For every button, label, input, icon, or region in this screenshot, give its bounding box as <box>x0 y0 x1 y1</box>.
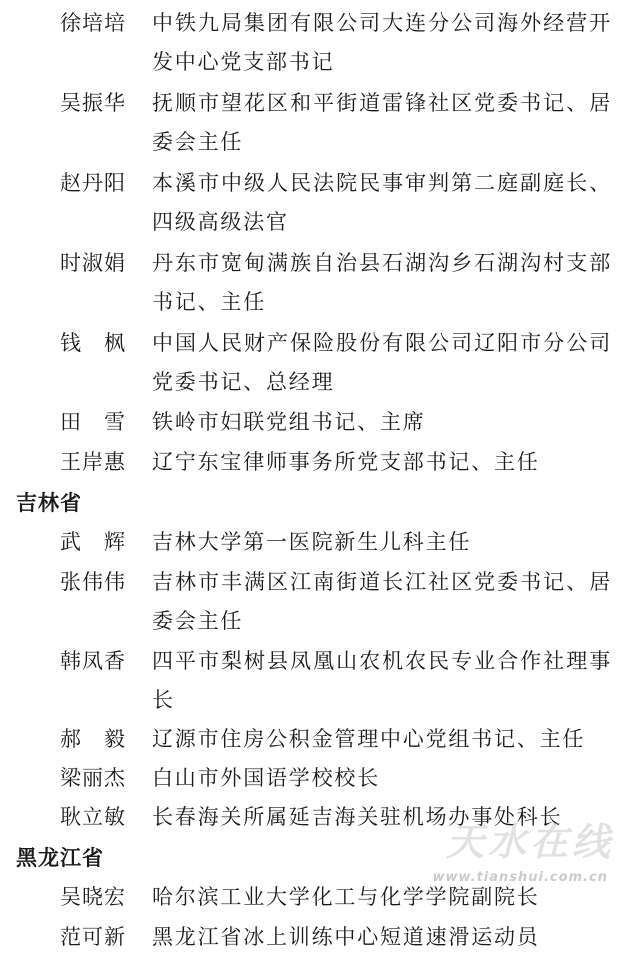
person-name: 时淑娟 <box>60 251 126 275</box>
section-jilin <box>0 484 630 837</box>
list-item <box>0 443 630 482</box>
person-title: 哈尔滨工业大学化工与化学学院副院长 <box>152 885 540 909</box>
person-title: 铁岭市妇联党组书记、主席 <box>152 410 426 434</box>
list-item <box>0 878 630 917</box>
list-item <box>0 324 630 402</box>
person-name: 田雪 <box>60 410 148 434</box>
list-item <box>0 642 630 720</box>
person-title: 白山市外国语学校校长 <box>152 766 380 790</box>
list-item <box>0 798 630 837</box>
list-item <box>0 84 630 162</box>
person-name: 武辉 <box>60 530 148 554</box>
list-item <box>0 164 630 242</box>
list-item <box>0 523 630 562</box>
person-title: 丹东市宽甸满族自治县石湖沟乡石湖沟村支部书记、主任 <box>152 251 612 314</box>
person-name: 钱枫 <box>60 331 148 355</box>
person-title: 中国人民财产保险股份有限公司辽阳市分公司党委书记、总经理 <box>152 331 612 394</box>
person-name: 梁丽杰 <box>60 766 126 790</box>
province-heading: 吉林省 <box>16 491 82 515</box>
person-name: 韩凤香 <box>60 649 126 673</box>
person-name: 王岸惠 <box>60 450 126 474</box>
person-title: 本溪市中级人民法院民事审判第二庭副庭长、四级高级法官 <box>152 171 612 234</box>
person-name: 赵丹阳 <box>60 171 126 195</box>
province-heading: 黑龙江省 <box>16 846 104 870</box>
person-name: 范可新 <box>60 925 126 949</box>
watermark-logo-text: 天水在线 <box>445 820 614 864</box>
person-name: 吴振华 <box>60 91 126 115</box>
person-name: 耿立敏 <box>60 805 126 829</box>
list-item <box>0 563 630 641</box>
person-title: 辽宁东宝律师事务所党支部书记、主任 <box>152 450 540 474</box>
section-heilongjiang <box>0 839 630 957</box>
person-title: 辽源市住房公积金管理中心党组书记、主任 <box>152 727 586 751</box>
person-title: 吉林市丰满区江南街道长江社区党委书记、居委会主任 <box>152 570 612 633</box>
person-title: 抚顺市望花区和平街道雷锋社区党委书记、居委会主任 <box>152 91 612 154</box>
person-title: 中铁九局集团有限公司大连分公司海外经营开发中心党支部书记 <box>152 11 612 74</box>
list-item <box>0 759 630 798</box>
person-title: 长春海关所属延吉海关驻机场办事处科长 <box>152 805 563 829</box>
person-title: 黑龙江省冰上训练中心短道速滑运动员 <box>152 925 540 949</box>
person-name: 张伟伟 <box>60 570 126 594</box>
watermark-url: www.tianshui.com.cn <box>432 870 608 885</box>
list-item <box>0 918 630 957</box>
list-item <box>0 403 630 442</box>
list-item <box>0 4 630 82</box>
person-title: 吉林大学第一医院新生儿科主任 <box>152 530 472 554</box>
person-name: 郝毅 <box>60 727 148 751</box>
person-title: 四平市梨树县凤凰山农机农民专业合作社理事长 <box>152 649 612 712</box>
person-name: 吴晓宏 <box>60 885 126 909</box>
person-name: 徐培培 <box>60 11 126 35</box>
list-item <box>0 244 630 322</box>
list-item <box>0 720 630 759</box>
